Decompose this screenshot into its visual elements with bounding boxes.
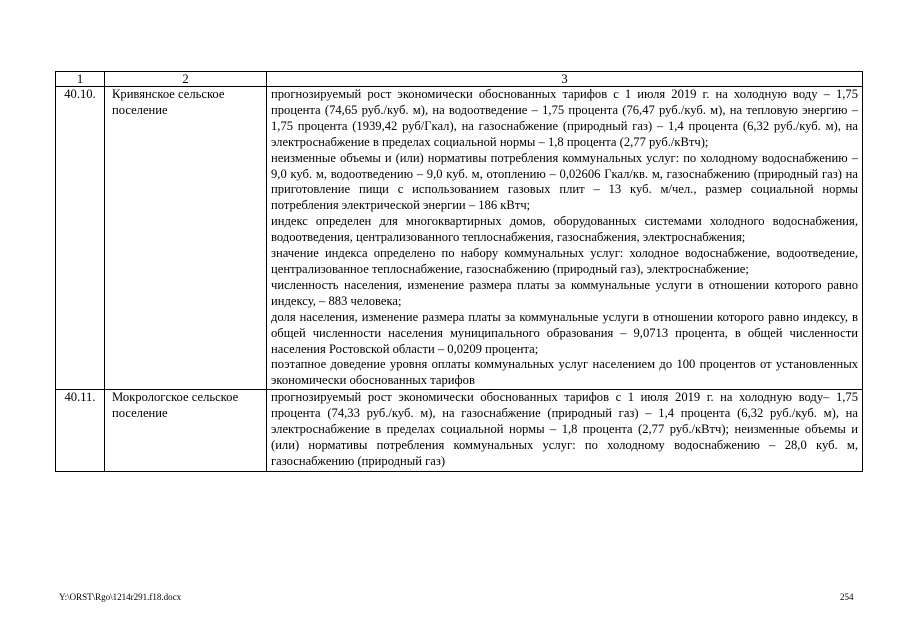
header-col-1: 1 <box>56 72 105 87</box>
table-row <box>56 390 863 472</box>
row-description <box>267 390 863 472</box>
page-number: 254 <box>840 592 854 602</box>
settlement-name: Мокрологское сельское поселение <box>105 390 267 472</box>
row-number: 40.10. <box>56 87 105 390</box>
description-paragraph: прогнозируемый рост экономически обоснованных тарифов с 1 июля 2019 г. на холодную воду – 1,75 процента (74,65 руб./куб. м), на водоотведение – 1,75 процента (76,47 руб./куб. м), на тепловую энергию – 1,75 процента (1939,42 руб/Гкал), на газоснабжение (природный газ) – 1,4 процента (6,32 руб./куб. м), на электроснабжение в пределах социальной нормы – 1,8 процента (2,77 руб./кВтч); <box>271 87 858 149</box>
settlement-name: Кривянское сельское поселение <box>105 87 267 390</box>
row-description <box>267 87 863 390</box>
description-paragraph: численность населения, изменение размера платы за коммунальные услуги в отношении которого равно индексу, – 883 человека; <box>271 277 858 308</box>
description-paragraph: индекс определен для многоквартирных домов, оборудованных системами холодного водоснабжения, водоотведения, централизованного теплоснабжения, газоснабжения, электроснабжения; <box>271 214 858 245</box>
description-paragraph: значение индекса определено по набору коммунальных услуг: холодное водоснабжение, водоотведение, централизованное теплоснабжение, газоснабжению (природный газ), электроснабжение; <box>271 246 858 276</box>
tariff-table <box>55 71 863 472</box>
row-number: 40.11. <box>56 390 105 472</box>
description-paragraph: неизменные объемы и (или) нормативы потребления коммунальных услуг: по холодному водоснабжению – 9,0 куб. м, водоотведению – 9,0 куб. м, отоплению – 0,02606 Гкал/кв. м, газоснабжению (природный газ) на приготовление пищи с использованием газовых плит – 13 куб. м/чел., размер социальной нормы потребления электрической энергии – 186 кВтч; <box>271 150 858 213</box>
description-paragraph: прогнозируемый рост экономически обоснованных тарифов с 1 июля 2019 г. на холодную воду– 1,75 процента (74,33 руб./куб. м), на газоснабжение (природный газ) – 1,4 процента (6,32 руб./куб. м), на электроснабжение в пределах социальной нормы – 1,8 процента (2,77 руб./кВтч); неизменные объемы и (или) нормативы потребления коммунальных услуг: по холодному водоснабжению – 28,0 куб. м, газоснабжению (природный газ) <box>271 390 858 468</box>
description-paragraph: доля населения, изменение размера платы за коммунальные услуги в отношении которого равно индексу, в общей численности населения муниципального образования – 9,0713 процента, в общей численности населения Ростовской области – 0,0209 процента; <box>271 309 858 356</box>
file-path: Y:\ORST\Rgo\1214r291.f18.docx <box>59 592 182 602</box>
table-row <box>56 87 863 390</box>
header-col-3: 3 <box>267 72 863 87</box>
description-paragraph: поэтапное доведение уровня оплаты коммунальных услуг населением до 100 процентов от установленных экономически обоснованных тарифов <box>271 357 858 388</box>
header-col-2: 2 <box>105 72 267 87</box>
table-header-row <box>56 72 863 87</box>
